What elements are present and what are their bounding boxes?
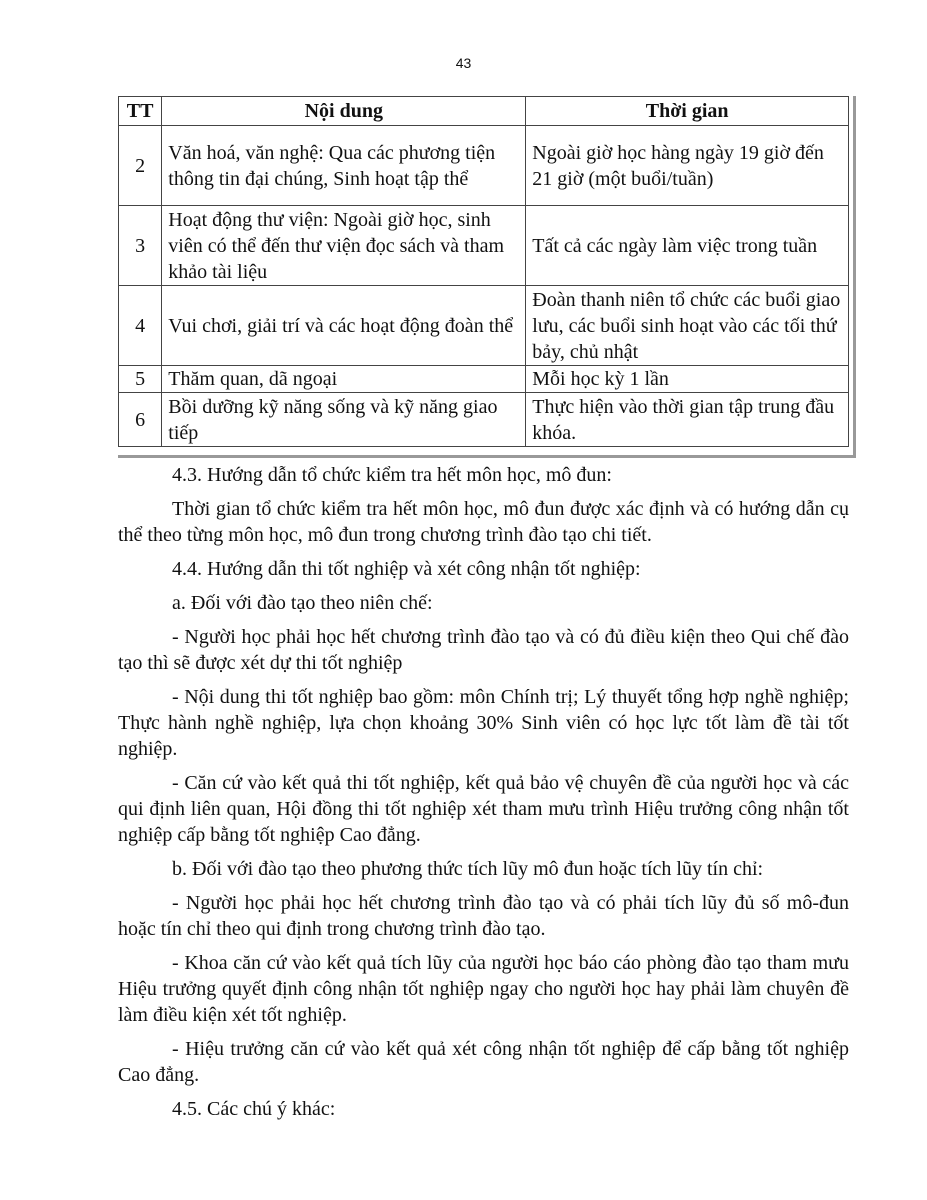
table-row [119, 366, 849, 393]
table-row [119, 286, 849, 366]
table-row [119, 126, 849, 206]
paragraph: - Người học phải học hết chương trình đào tạo và có đủ điều kiện theo Qui chế đào tạo thì sẽ được xét dự thi tốt nghiệp [118, 626, 849, 674]
row-time: Mỗi học kỳ 1 lần [526, 366, 849, 393]
section-heading-4-4: 4.4. Hướng dẫn thi tốt nghiệp và xét công nhận tốt nghiệp: [172, 558, 641, 580]
paragraph: - Người học phải học hết chương trình đào tạo và có phải tích lũy đủ số mô-đun hoặc tín chỉ theo qui định trong chương trình đào tạo. [118, 892, 849, 940]
paragraph: - Nội dung thi tốt nghiệp bao gồm: môn Chính trị; Lý thuyết tổng hợp nghề nghiệp; Thực hành nghề nghiệp, lựa chọn khoảng 30% Sinh viên có học lực tốt làm đề tài tốt nghiệp. [118, 686, 849, 760]
row-tt: 4 [119, 286, 162, 366]
row-tt: 6 [119, 393, 162, 447]
header-content: Nội dung [162, 97, 526, 126]
row-time: Đoàn thanh niên tổ chức các buổi giao lưu, các buổi sinh hoạt vào các tối thứ bảy, chủ nhật [526, 286, 849, 366]
table-row [119, 206, 849, 286]
paragraph: - Khoa căn cứ vào kết quả tích lũy của người học báo cáo phòng đào tạo tham mưu Hiệu trưởng quyết định công nhận tốt nghiệp ngay cho người học hay phải làm chuyên đề làm điều kiện xét tốt nghiệp. [118, 952, 849, 1026]
paragraph: - Hiệu trưởng căn cứ vào kết quả xét công nhận tốt nghiệp để cấp bằng tốt nghiệp Cao đẳng. [118, 1038, 849, 1086]
body-text [118, 462, 849, 1130]
table-header-row [119, 97, 849, 126]
subheading-b: b. Đối với đào tạo theo phương thức tích lũy mô đun hoặc tích lũy tín chỉ: [172, 858, 764, 880]
row-time: Thực hiện vào thời gian tập trung đầu khóa. [526, 393, 849, 447]
section-heading-4-3: 4.3. Hướng dẫn tổ chức kiểm tra hết môn học, mô đun: [172, 464, 612, 486]
section-heading-4-5: 4.5. Các chú ý khác: [172, 1098, 336, 1120]
row-tt: 3 [119, 206, 162, 286]
row-content: Thăm quan, dã ngoại [162, 366, 526, 393]
page-number: 43 [455, 55, 472, 71]
row-tt: 5 [119, 366, 162, 393]
table-row [119, 393, 849, 447]
row-content: Hoạt động thư viện: Ngoài giờ học, sinh viên có thể đến thư viện đọc sách và tham khảo tài liệu [162, 206, 526, 286]
row-content: Văn hoá, văn nghệ: Qua các phương tiện thông tin đại chúng, Sinh hoạt tập thể [162, 126, 526, 206]
paragraph: - Căn cứ vào kết quả thi tốt nghiệp, kết quả bảo vệ chuyên đề của người học và các qui định liên quan, Hội đồng thi tốt nghiệp xét tham mưu trình Hiệu trưởng công nhận tốt nghiệp cấp bằng tốt nghiệp Cao đẳng. [118, 772, 849, 846]
header-time: Thời gian [526, 97, 849, 126]
row-time: Tất cả các ngày làm việc trong tuần [526, 206, 849, 286]
activities-table [118, 96, 849, 447]
row-content: Bồi dưỡng kỹ năng sống và kỹ năng giao tiếp [162, 393, 526, 447]
row-content: Vui chơi, giải trí và các hoạt động đoàn thể [162, 286, 526, 366]
subheading-a: a. Đối với đào tạo theo niên chế: [172, 592, 433, 614]
paragraph: Thời gian tổ chức kiểm tra hết môn học, mô đun được xác định và có hướng dẫn cụ thể theo từng môn học, mô đun trong chương trình đào tạo chi tiết. [118, 498, 849, 546]
row-tt: 2 [119, 126, 162, 206]
row-time: Ngoài giờ học hàng ngày 19 giờ đến 21 giờ (một buổi/tuần) [526, 126, 849, 206]
header-tt: TT [119, 97, 162, 126]
